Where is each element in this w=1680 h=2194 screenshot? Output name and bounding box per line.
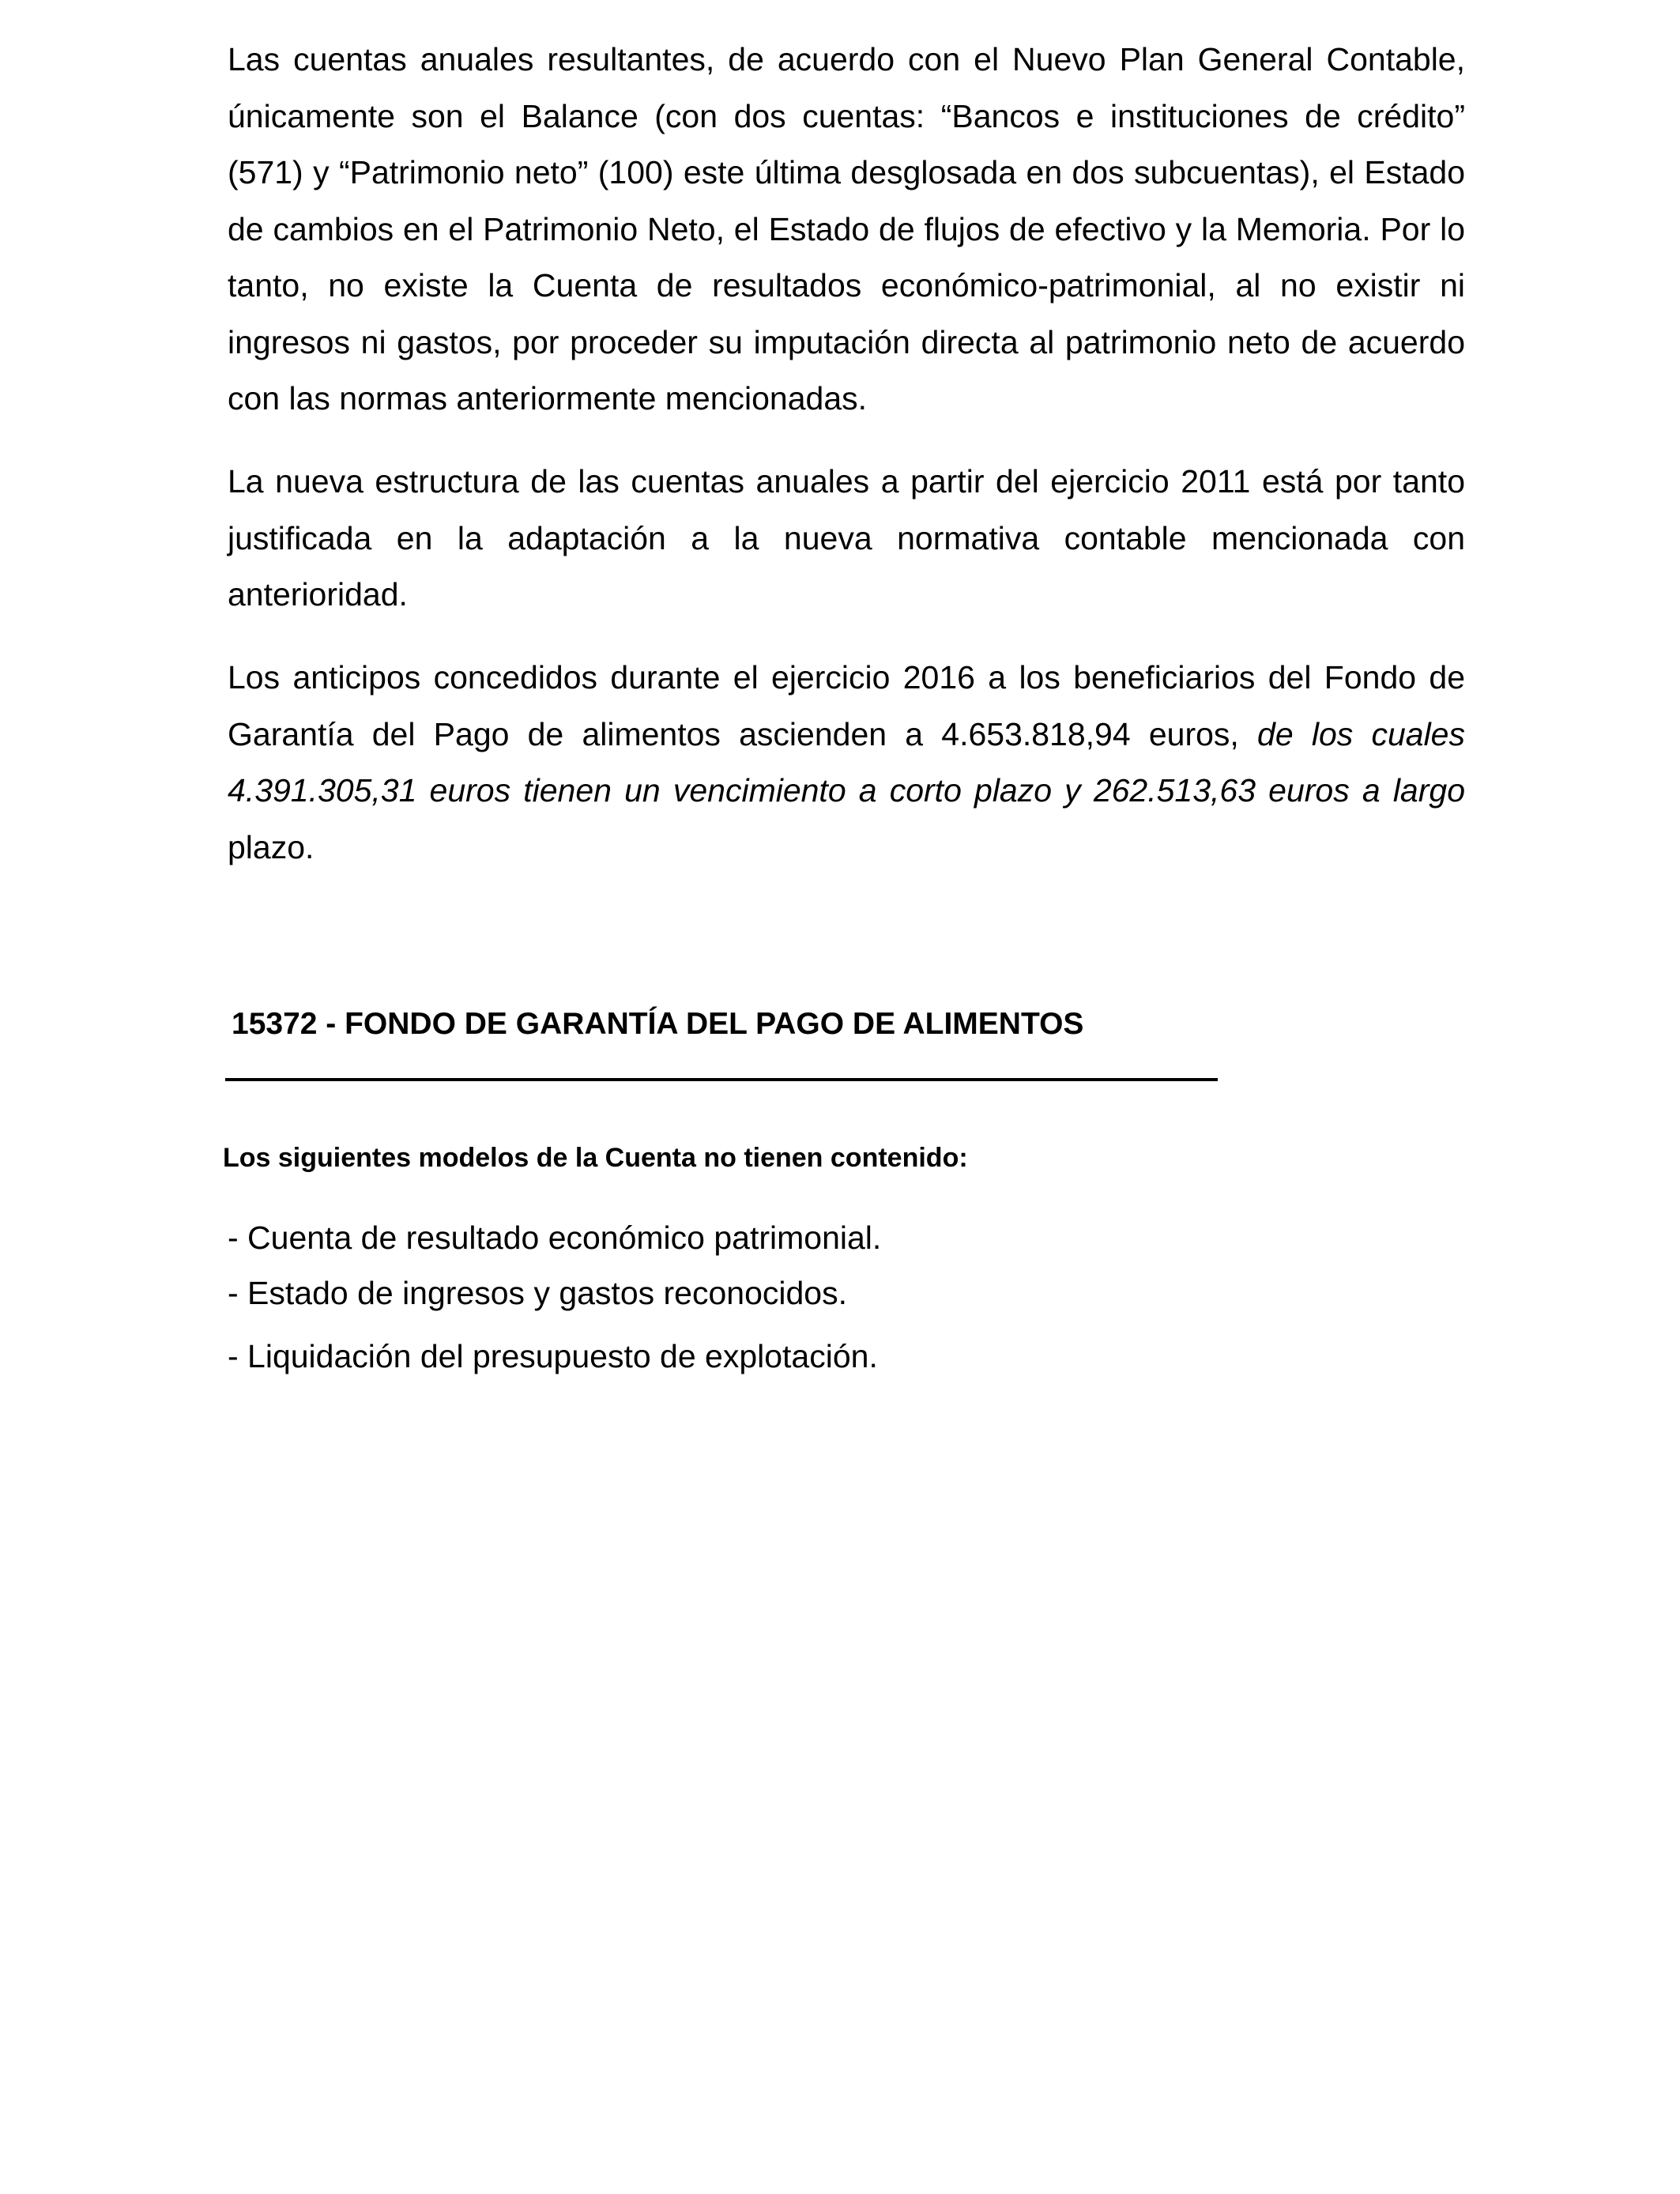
paragraph-advances [228,650,1465,876]
paragraph-new-structure: La nueva estructura de las cuentas anuales a partir del ejercicio 2011 está por tanto justificada en la adaptación a la nueva normativa contable mencionada con anterioridad. [228,463,1465,613]
list-item: - Liquidación del presupuesto de explotación. [228,1338,878,1374]
section-subheading: Los siguientes modelos de la Cuenta no tienen contenido: [223,1143,968,1173]
list-item: - Cuenta de resultado económico patrimonial. [228,1220,882,1256]
section-divider [225,1078,1218,1081]
advances-text-italic: de los cuales 4.391.305,31 euros tienen un vencimiento a corto plazo y 262.513,63 euros a largo [228,715,1465,809]
list-item: - Estado de ingresos y gastos reconocidos. [228,1275,847,1311]
advances-text-start: Los anticipos concedidos durante el ejercicio 2016 a los beneficiarios del Fondo de Garantía del Pago de alimentos ascienden a 4.653.818,94 euros, [228,659,1465,752]
paragraph-annual-accounts: Las cuentas anuales resultantes, de acuerdo con el Nuevo Plan General Contable, únicamente son el Balance (con dos cuentas: “Bancos e instituciones de crédito” (571) y “Patrimonio neto” (100) este última desglosada en dos subcuentas), el Estado de cambios en el Patrimonio Neto, el Estado de flujos de efectivo y la Memoria. Por lo tanto, no existe la Cuenta de resultados económico-patrimonial, al no existir ni ingresos ni gastos, por proceder su imputación directa al patrimonio neto de acuerdo con las normas anteriormente mencionadas. [228,41,1465,417]
section-title: 15372 - FONDO DE GARANTÍA DEL PAGO DE ALIMENTOS [232,1007,1084,1041]
advances-text-end: plazo. [228,828,315,865]
empty-models-list [228,1210,881,1384]
